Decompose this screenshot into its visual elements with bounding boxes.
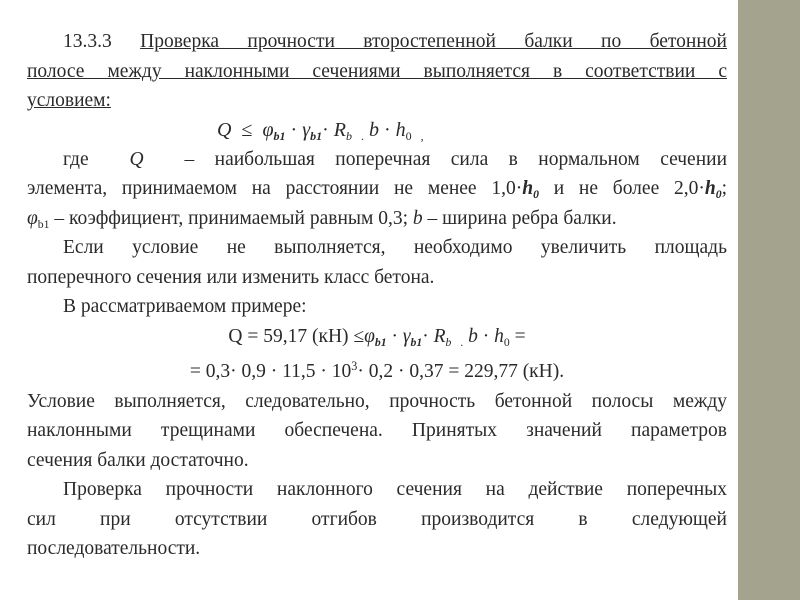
example-intro: В рассматриваемом примере: <box>63 296 307 317</box>
section-number: 13.3.3 <box>63 31 112 52</box>
where-line-1: где Q – наибольшая поперечная сила в нормальном сечении <box>63 148 728 170</box>
if-not-line-1: Если условие не выполняется, необходимо увеличить площадь <box>63 237 727 258</box>
example-formula: Q = 59,17 $(кН) \le\varphi_{b1} \cdot \gamma_{b1}\cdot R_b$ $_.$ $b \cdot h_0$ = <box>228 325 526 349</box>
next-line-2: сил при отсутствии отгибов производится в следующей <box>27 508 727 530</box>
next-line-1: Проверка прочности наклонного сечения на действие поперечных <box>63 479 727 500</box>
where-line-3: $\varphi_{b1}$ – коэффициент, принимаемый равным 0,3; b – ширина ребра балки. <box>27 207 617 231</box>
conclusion-line-1: Условие выполняется, следовательно, прочность бетонной полосы между <box>27 390 727 412</box>
section-title-part-1: Проверка прочности второстепенной балки по бетонной <box>140 31 727 52</box>
title-line-2: полосе между наклонными сечениями выполняется в соответствии с <box>27 60 727 82</box>
conclusion-line-2: наклонными трещинами обеспечена. Принятых значений параметров <box>27 420 727 441</box>
title-line-3: условием: <box>27 90 111 111</box>
conclusion-line-3: сечения балки достаточно. <box>27 449 249 471</box>
where-line-2: элемента, принимаемом на расстоянии не менее $1,0\cdot h_0$ и не более $2,0\cdot h_0$; <box>27 178 727 202</box>
if-not-line-2: поперечного сечения или изменить класс бетона. <box>27 266 435 288</box>
document-body <box>27 27 727 564</box>
side-bar <box>738 0 800 600</box>
title-line-1 <box>27 27 727 57</box>
example-calculation: = $0,3\cdot 0,9 \cdot 11,5 \cdot 10^3\cdot 0,2 \cdot 0,37 = 229,77$ (кН). <box>189 358 565 382</box>
next-line-3: последовательности. <box>27 538 201 559</box>
strength-formula: $Q \le \varphi_{b1} \cdot \gamma_{b1}\cdot R_b$ $_.$ $b \cdot h_0$ $_,$ <box>217 118 424 143</box>
